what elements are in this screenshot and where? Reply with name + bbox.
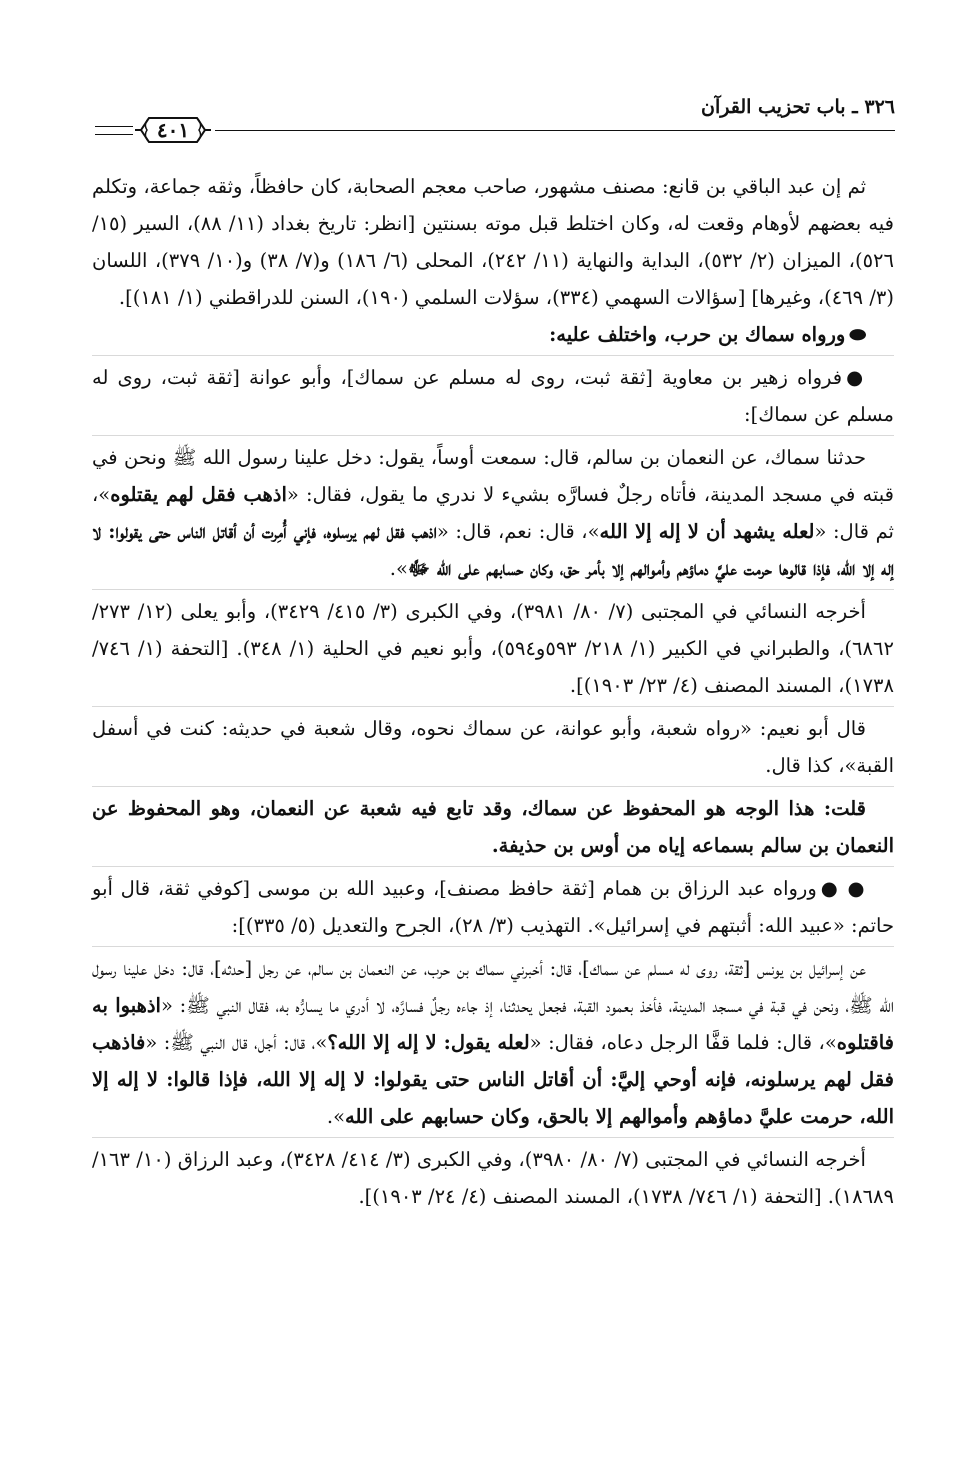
heading-narration — [92, 316, 894, 353]
bullet-icon: ● — [846, 366, 866, 389]
text-run: »، قال: أجل، قال النبي ﷺ: « — [145, 1031, 328, 1054]
header-rule-left-bottom — [95, 134, 133, 135]
paragraph-7 — [92, 870, 894, 944]
paragraph-2-text: فرواه زهير بن معاوية [ثقة ثبت، روى له مسلم عن سماك]، وأبو عوانة [ثقة ثبت، روى له مسلم عن سماك]: — [92, 366, 894, 426]
header-rule-left-top — [95, 126, 133, 127]
running-title: ٣٢٦ ـ باب تحزيب القرآن — [701, 96, 895, 118]
paragraph-7-text: ورواه عبد الرزاق بن همام [ثقة حافظ مصنف]، وعبيد الله بن موسى [كوفي ثقة، قال أبو حاتم: «عبيد الله: أثبتهم في إسرائيل». التهذيب (٣/ ٢٨)، الجرح والتعديل (٥/ ٣٣٥)]: — [92, 877, 894, 937]
paragraph-8-hadith — [92, 950, 894, 1135]
paragraph-2 — [92, 359, 894, 433]
separator — [92, 1137, 894, 1139]
separator — [92, 786, 894, 788]
text-run: حدثنا سماك، عن النعمان بن سالم، قال: سمعت أوساً، يقول: دخل علينا رسول الله ﷺ ونحن في قبته في مسجد المدينة، فأتاه رجلٌ فسارَّه بشيء لا ندري ما يقول، فقال: « — [92, 446, 894, 506]
paragraph-1: ثم إن عبد الباقي بن قانع: مصنف مشهور، صاحب معجم الصحابة، كان حافظاً، وثقه جماعة، وتكلم فيه بعضهم لأوهام وقعت له، وكان اختلط قبل موته بسنتين [انظر: تاريخ بغداد (١١/ ٨٨)، السير (١٥/ ٥٢٦)، الميزان (٢/ ٥٣٢)، البداية والنهاية (١١/ ٢٤٢)، المحلى (٦/ ١٨٦) و(٧/ ٣٨) و(١٠/ ٣٧٩)، اللسان (٣/ ٤٦٩)، وغيرها] [سؤالات السهمي (٣٣٤)، سؤلات السلمي (١٩٠)، السنن للدراقطني (١/ ١٨١)]. — [92, 175, 894, 309]
bold-quote: اذهبوا به فاقتلوه — [92, 994, 894, 1054]
text-run: عن إسرائيل بن يونس [ثقة، روى له مسلم عن سماك]، قال: أخبرني سماك بن حرب، عن النعمان بن سالم، عن رجل [حدثه]، قال: دخل علينا رسول الله ﷺ، ونحن في قبة في مسجد المدينة، فأخذ بعمود القبة، فجعل يحدثنا، إذ جاءه رجلٌ فسارَّه، لا أدري ما يسارُّه به، فقال النبي ﷺ: « — [92, 957, 895, 1017]
bold-quote: اذهب فقل لهم يقتلوه — [110, 483, 287, 506]
separator — [92, 706, 894, 708]
separator — [92, 589, 894, 591]
bold-quote: فاذهب فقل لهم يرسلونه، فإنه أوحي إليَّ: أن أقاتل الناس حتى يقولوا: لا إله إلا الله، فإذا قالوا: لا إله إلا الله، حرمت عليَّ دماؤهم وأموالهم إلا بالحق، وكان حسابهم على الله — [92, 1031, 894, 1128]
separator — [92, 946, 894, 948]
text-run: »، ثم قال: « — [92, 483, 894, 543]
page-body — [92, 168, 894, 1215]
bold-quote: اذهب فقل لهم يرسلوه، فإني أُمِرت أن أقاتل الناس حتى يقولوا: لا إله إلا الله، فإذا قالوها حرمت عليَّ دماؤهم وأموالهم إلا بأمر حق، وكان حسابهم على الله ﷻ — [92, 520, 894, 580]
paragraph-9-takhrij: أخرجه النسائي في المجتبى (٧/ ٨٠/ ٣٩٨٠)، وفي الكبرى (٣/ ٤١٤/ ٣٤٢٨)، وعبد الرزاق (١٠/ ١٦٣/ ١٨٦٨٩). [التحفة (١/ ٧٤٦/ ١٧٣٨)، المسند المصنف (٤/ ٢٤/ ١٩٠٣)]. — [92, 1148, 894, 1208]
paragraph-6-comment: قلت: هذا الوجه هو المحفوظ عن سماك، وقد تابع فيه شعبة عن النعمان، وهو المحفوظ عن النعمان بن سالم بسماعه إياه من أوس بن حذيفة. — [92, 797, 894, 857]
text-run: »، قال: نعم، قال: « — [436, 520, 600, 543]
text-run: ». — [389, 557, 408, 580]
heading-text: ورواه سماك بن حرب، واختلف عليه: — [549, 323, 846, 346]
page-number: ٤٠١ — [156, 118, 190, 142]
page-header — [95, 96, 895, 146]
separator — [92, 355, 894, 357]
paragraph-4-takhrij: أخرجه النسائي في المجتبى (٧/ ٨٠/ ٣٩٨١)، وفي الكبرى (٣/ ٤١٥/ ٣٤٢٩)، وأبو يعلى (١٢/ ٢٧٣/ ٦٨٦٢)، والطبراني في الكبير (١/ ٢١٨/ ٥٩٣و٥٩٤)، وأبو نعيم في الحلية (١/ ٣٤٨). [التحفة (١/ ٧٤٦/ ١٧٣٨)، المسند المصنف (٤/ ٢٣/ ١٩٠٣)]. — [92, 600, 894, 697]
bullet-icon: ⬬ — [849, 323, 866, 346]
text-run: »، قال: فلما قفَّا الرجل دعاه، فقال: « — [529, 1031, 837, 1054]
paragraph-3-hadith — [92, 439, 894, 587]
bullet-icon: ● ● — [820, 877, 866, 900]
paragraph-5: قال أبو نعيم: «رواه شعبة، وأبو عوانة، عن سماك نحوه، وقال شعبة في حديثه: كنت في أسفل القبة»، كذا قال. — [92, 717, 894, 777]
separator — [92, 866, 894, 868]
separator — [92, 435, 894, 437]
page-number-badge — [133, 114, 213, 146]
header-rule — [215, 130, 895, 131]
bold-quote: لعله يشهد أن لا إله إلا الله — [599, 520, 815, 543]
text-run: ». — [326, 1105, 346, 1128]
bold-quote: لعله يقول: لا إله إلا الله؟ — [327, 1031, 530, 1054]
